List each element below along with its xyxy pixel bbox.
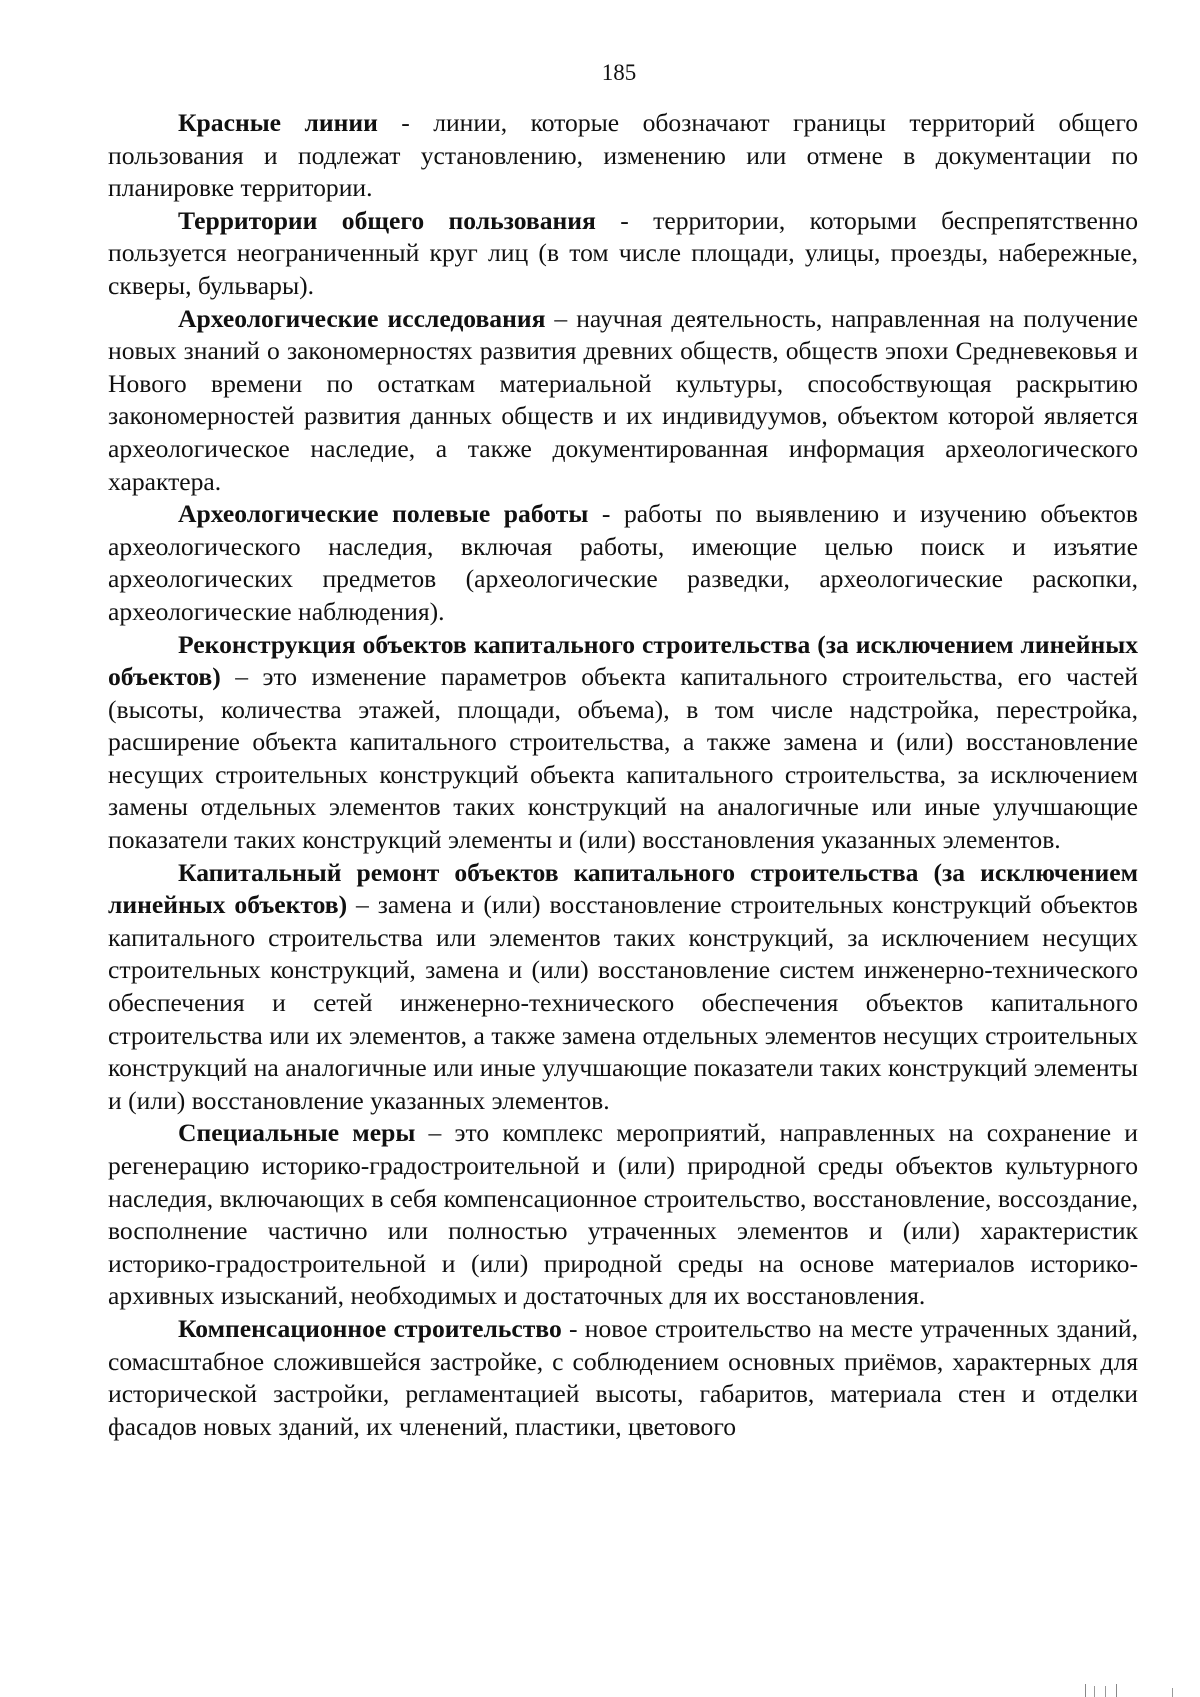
- scan-artifact: [1172, 1688, 1173, 1697]
- definition-text: – научная деятельность, направленная на получение новых знаний о закономерностях развития древних обществ, обществ эпохи Средневековья и Нового времени по остаткам материальной культуры, способствующая раскрытию закономерностей развития данных обществ и их индивидуумов, объектом которой является археологическое наследие, а также документированная информация археологического характера.: [108, 303, 1138, 496]
- definition-text: – это комплекс мероприятий, направленных на сохранение и регенерацию историко-градостроительной и (или) природной среды объектов культурного наследия, включающих в себя компенсационное строительство, восстановление, воссоздание, восполнение частично или полностью утраченных элементов и (или) характеристик историко-градостроительной и (или) природной среды на основе материалов историко-архивных изысканий, необходимых и достаточных для их восстановления.: [108, 1118, 1138, 1311]
- definition-paragraph: [108, 205, 1138, 303]
- definition-text: - работы по выявлению и изучению объектов археологического наследия, включая работы, имеющие целью поиск и изъятие археологических предметов (археологические разведки, археологические раскопки, археологические наблюдения).: [108, 499, 1138, 626]
- definition-paragraph: [108, 107, 1138, 205]
- definition-paragraph: [108, 629, 1138, 857]
- definition-term: Реконструкция объектов капитального строительства (за исключением линейных объектов): [108, 629, 1138, 692]
- page-number: 185: [601, 60, 637, 85]
- definition-paragraph: [108, 857, 1138, 1118]
- definition-text: - территории, которыми беспрепятственно пользуется неограниченный круг лиц (в том числе площади, улицы, проезды, набережные, скверы, бульвары).: [108, 205, 1139, 300]
- scan-artifact: [1085, 1684, 1117, 1697]
- definition-term: Капитальный ремонт объектов капитального строительства (за исключением линейных объектов): [108, 857, 1138, 920]
- definition-term: Компенсационное строительство: [178, 1313, 562, 1343]
- definition-term: Археологические исследования: [178, 303, 546, 333]
- definition-paragraph: [108, 498, 1138, 628]
- definition-text: - новое строительство на месте утраченных зданий, сомасштабное сложившейся застройке, с соблюдением основных приёмов, характерных для исторической застройки, регламентацией высоты, габаритов, материала стен и отделки фасадов новых зданий, их членений, пластики, цветового: [108, 1313, 1138, 1441]
- definition-term: Территории общего пользования: [178, 205, 596, 235]
- definition-term: Специальные меры: [178, 1118, 416, 1148]
- definition-paragraph: [108, 303, 1138, 499]
- definition-paragraph: [108, 1117, 1138, 1313]
- definition-term: Красные линии: [178, 108, 378, 137]
- definition-text: – замена и (или) восстановление строительных конструкций объектов капитального строительства или элементов таких конструкций, за исключением несущих строительных конструкций, замена и (или) восстановление систем инженерно-технического обеспечения и сетей инженерно-технического обеспечения объектов капитального строительства или их элементов, а также замена отдельных элементов несущих строительных конструкций на аналогичные или иные улучшающие показатели таких конструкций элементы и (или) восстановление указанных элементов.: [108, 890, 1138, 1115]
- definition-text: – это изменение параметров объекта капитального строительства, его частей (высоты, количества этажей, площади, объема), в том числе надстройка, перестройка, расширение объекта капитального строительства, а также замена и (или) восстановление несущих строительных конструкций объекта капитального строительства, за исключением замены отдельных элементов таких конструкций на аналогичные или иные улучшающие показатели таких конструкций элементы и (или) восстановления указанных элементов.: [108, 662, 1138, 855]
- definition-term: Археологические полевые работы: [178, 499, 589, 529]
- document-page: [108, 58, 1138, 1443]
- definition-paragraph: [108, 1313, 1138, 1443]
- definition-text: - линии, которые обозначают границы территорий общего пользования и подлежат установлению, изменению или отмене в документации по планировке территории.: [108, 108, 1138, 203]
